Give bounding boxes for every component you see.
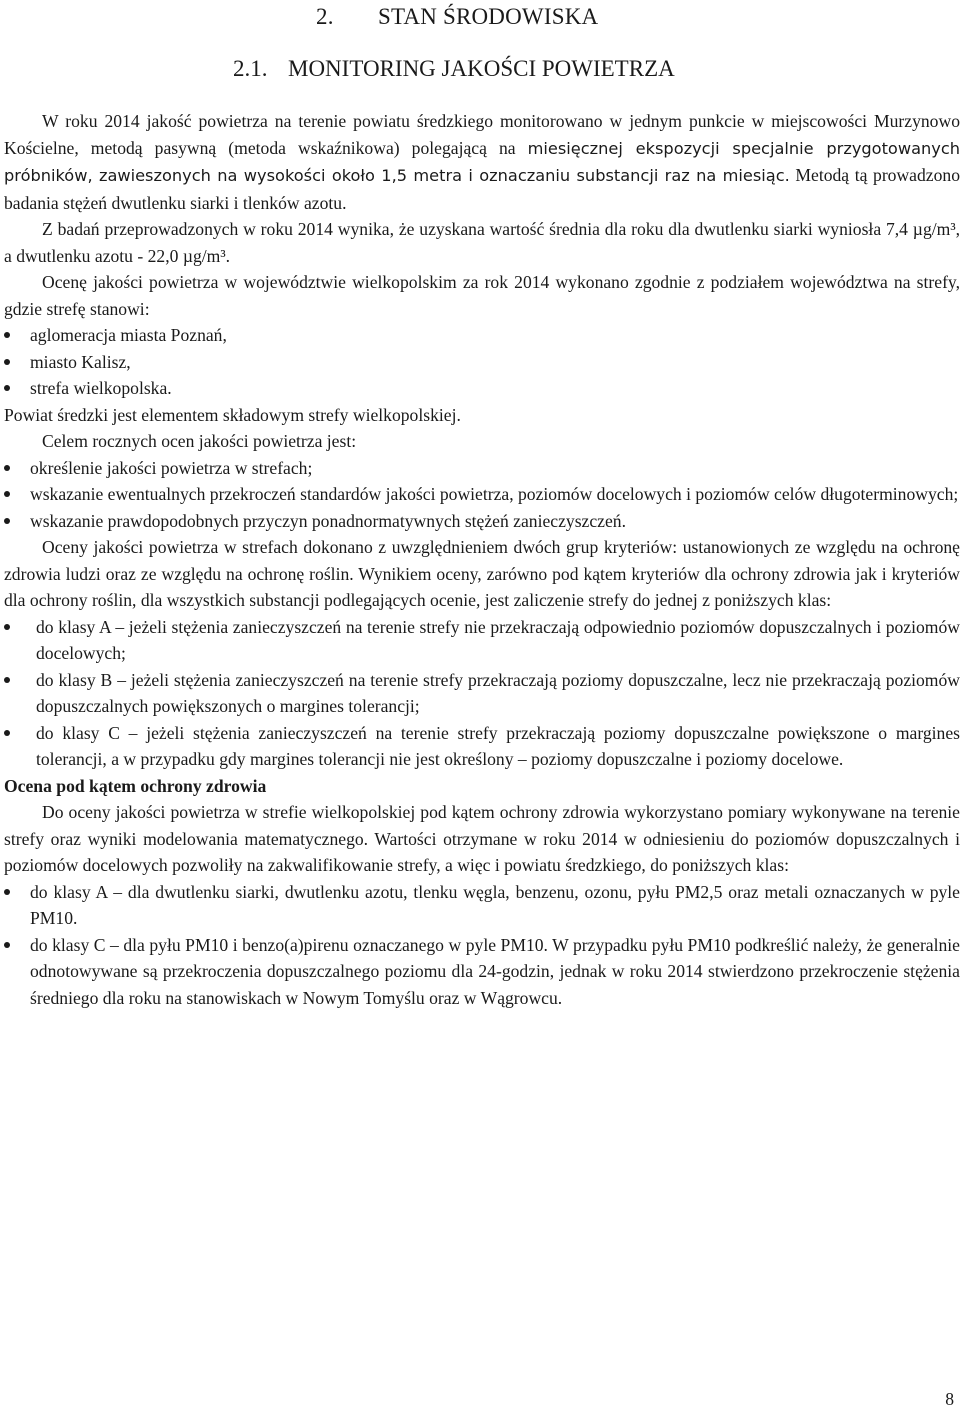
list-item: do klasy C – dla pyłu PM10 i benzo(a)pirenu oznaczanego w pyle PM10. W przypadku pyłu PM10 podkreślić należy, że generalnie odnotowywane są przekroczenia dopuszczalnego poziomu dla 24-godzin, jednak w roku 2014 stwierdzono przekroczenie stężenia średniego dla roku na stanowiskach w Nowym Tomyślu oraz w Wągrowcu. <box>4 932 960 1012</box>
list-item: strefa wielkopolska. <box>4 375 960 402</box>
section-number: 2. <box>316 4 334 29</box>
subsection-number: 2.1. <box>233 56 268 81</box>
paragraph-monitoring-method: W roku 2014 jakość powietrza na terenie powiatu średzkiego monitorowano w jednym punkcie w miejscowości Murzynowo Kościelne, metodą pasywną (metoda wskaźnikowa) polegającą na miesięcznej ekspozycji specjalnie przygotowanych próbników, zawieszonych na wysokości około 1,5 metra i oznaczaniu substancji raz na miesiąc. Metodą tą prowadzono badania stężeń dwutlenku siarki i tlenków azotu. <box>4 111 960 213</box>
list-item: wskazanie prawdopodobnych przyczyn ponadnormatywnych stężeń zanieczyszczeń. <box>4 508 960 535</box>
bullet-icon <box>4 942 10 948</box>
bullet-icon <box>4 889 10 895</box>
subsection-heading <box>233 54 675 84</box>
sans-text-span: miesięcznej ekspozycji specjalnie przygotowanych próbników, zawieszonych na wysokości około 1,5 metra i oznaczaniu substancji raz na miesiąc. <box>4 138 960 185</box>
bullet-icon <box>4 624 10 630</box>
list-item: miasto Kalisz, <box>4 349 960 376</box>
bullet-icon <box>4 518 10 524</box>
document-body <box>4 108 960 1011</box>
paragraph-goals-intro: Celem rocznych ocen jakości powietrza jest: <box>42 431 357 451</box>
bullet-icon <box>4 332 10 338</box>
list-item: aglomeracja miasta Poznań, <box>4 322 960 349</box>
classes-list <box>4 614 960 773</box>
list-item: do klasy A – jeżeli stężenia zanieczyszczeń na terenie strefy nie przekraczają odpowiednio poziomów dopuszczalnych i poziomów docelowych; <box>4 614 960 667</box>
paragraph-criteria: Oceny jakości powietrza w strefach dokonano z uwzględnieniem dwóch grup kryteriów: ustanowionych ze względu na ochronę zdrowia ludzi oraz ze względu na ochronę roślin. Wynikiem oceny, zarówno pod kątem kryteriów dla ochrony zdrowia jak i kryteriów dla ochrony roślin, dla wszystkich substancji podlegających ocenie, jest zaliczenie strefy do jednej z poniższych klas: <box>4 537 960 610</box>
paragraph-health-assessment: Do oceny jakości powietrza w strefie wielkopolskiej pod kątem ochrony zdrowia wykorzystano pomiary wykonywane na terenie strefy oraz wyniki modelowania matematycznego. Wartości otrzymane w roku 2014 w odniesieniu do poziomów dopuszczalnych i poziomów docelowych pozwoliły na zakwalifikowanie strefy, a więc i powiatu średzkiego, do poniższych klas: <box>4 802 960 875</box>
bullet-icon <box>4 730 10 736</box>
paragraph-county-zone: Powiat średzki jest elementem składowym strefy wielkopolskiej. <box>4 404 461 425</box>
list-item: określenie jakości powietrza w strefach; <box>4 455 960 482</box>
health-assessment-heading: Ocena pod kątem ochrony zdrowia <box>4 775 267 796</box>
list-item: wskazanie ewentualnych przekroczeń standardów jakości powietrza, poziomów docelowych i poziomów celów długoterminowych; <box>4 481 960 508</box>
zones-list <box>4 322 960 402</box>
page-number: 8 <box>945 1389 954 1409</box>
paragraph-zones-intro: Ocenę jakości powietrza w województwie wielkopolskim za rok 2014 wykonano zgodnie z podziałem województwa na strefy, gdzie strefę stanowi: <box>4 272 960 319</box>
goals-list <box>4 455 960 535</box>
list-item: do klasy B – jeżeli stężenia zanieczyszczeń na terenie strefy przekraczają poziomy dopuszczalne, lecz nie przekraczają poziomów dopuszczalnych powiększonych o margines tolerancji; <box>4 667 960 720</box>
section-heading <box>316 2 598 32</box>
bullet-icon <box>4 359 10 365</box>
results-list <box>4 879 960 1012</box>
bullet-icon <box>4 465 10 471</box>
bullet-icon <box>4 677 10 683</box>
list-item: do klasy C – jeżeli stężenia zanieczyszczeń na terenie strefy przekraczają poziomy dopuszczalne powiększone o margines tolerancji, a w przypadku gdy margines tolerancji nie jest określony – poziomy dopuszczalne i poziomy docelowe. <box>4 720 960 773</box>
bullet-icon <box>4 491 10 497</box>
subsection-title: MONITORING JAKOŚCI POWIETRZA <box>288 56 675 81</box>
paragraph-results: Z badań przeprowadzonych w roku 2014 wynika, że uzyskana wartość średnia dla roku dla dwutlenku siarki wyniosła 7,4 µg/m³, a dwutlenku azotu - 22,0 µg/m³. <box>4 219 960 266</box>
section-title: STAN ŚRODOWISKA <box>378 4 599 29</box>
list-item: do klasy A – dla dwutlenku siarki, dwutlenku azotu, tlenku węgla, benzenu, ozonu, pyłu PM2,5 oraz metali oznaczanych w pyle PM10. <box>4 879 960 932</box>
bullet-icon <box>4 385 10 391</box>
